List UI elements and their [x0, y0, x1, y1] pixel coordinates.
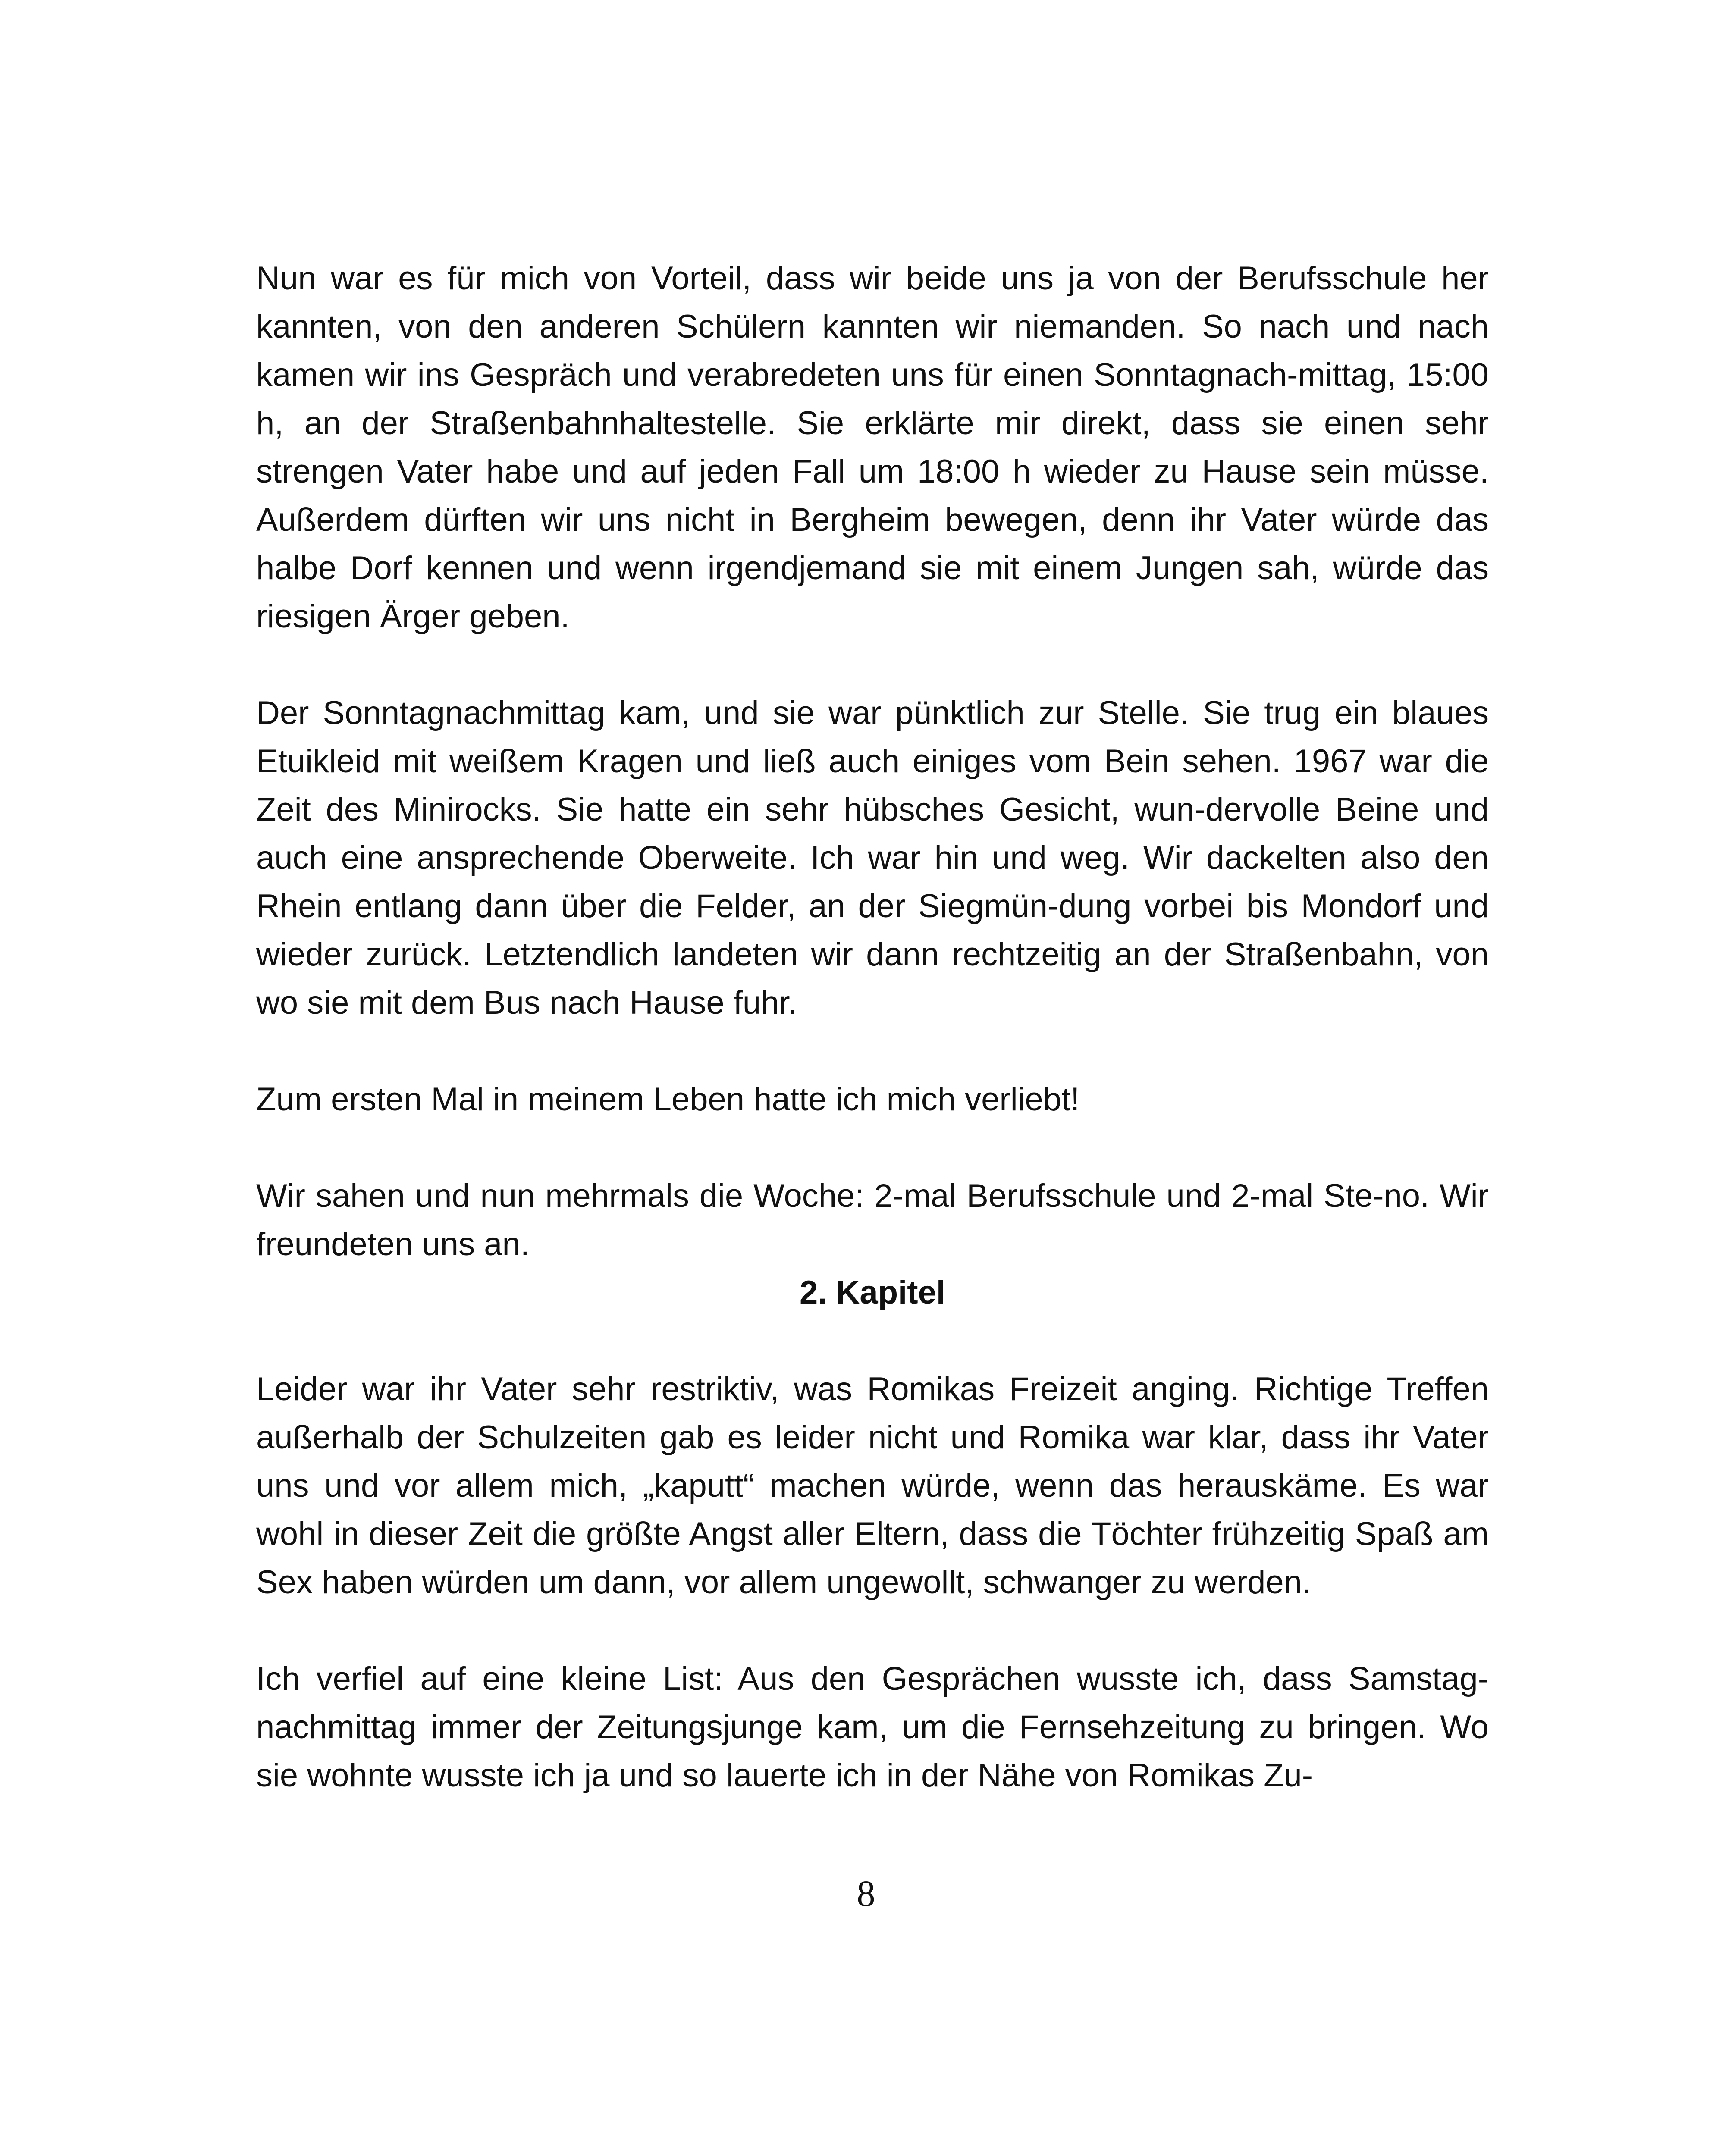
paragraph: Nun war es für mich von Vorteil, dass wir beide uns ja von der Berufsschule her kannten, von den anderen Schülern kannten wir niemanden. So nach und nach kamen wir ins Gespräch und verabredeten uns für einen Sonntagnach-mittag, 15:00 h, an der Straßenbahnhaltestelle. Sie erklärte mir direkt, dass sie einen sehr strengen Vater habe und auf jeden Fall um 18:00 h wieder zu Hause sein müsse. Außerdem dürften wir uns nicht in Bergheim bewegen, denn ihr Vater würde das halbe Dorf kennen und wenn irgendjemand sie mit einem Jungen sah, würde das riesigen Ärger geben.: [256, 260, 1489, 635]
paragraph: Zum ersten Mal in meinem Leben hatte ich mich verliebt!: [256, 1081, 1080, 1118]
paragraph: Der Sonntagnachmittag kam, und sie war pünktlich zur Stelle. Sie trug ein blaues Etuikleid mit weißem Kragen und ließ auch einiges vom Bein sehen. 1967 war die Zeit des Minirocks. Sie hatte ein sehr hübsches Gesicht, wun-dervolle Beine und auch eine ansprechende Oberweite. Ich war hin und weg. Wir dackelten also den Rhein entlang dann über die Felder, an der Siegmün-dung vorbei bis Mondorf und wieder zurück. Letztendlich landeten wir dann rechtzeitig an der Straßenbahn, von wo sie mit dem Bus nach Hause fuhr.: [256, 695, 1489, 1021]
page-number: 8: [857, 1873, 875, 1914]
paragraph: Ich verfiel auf eine kleine List: Aus den Gesprächen wusste ich, dass Samstag-nachmittag immer der Zeitungsjunge kam, um die Fernsehzeitung zu bringen. Wo sie wohnte wusste ich ja und so lauerte ich in der Nähe von Romikas Zu-: [256, 1661, 1489, 1794]
chapter-heading: 2. Kapitel: [800, 1274, 945, 1311]
paragraph: Leider war ihr Vater sehr restriktiv, was Romikas Freizeit anging. Richtige Treffen außerhalb der Schulzeiten gab es leider nicht und Romika war klar, dass ihr Vater uns und vor allem mich, „kaputt“ machen würde, wenn das herauskäme. Es war wohl in dieser Zeit die größte Angst aller Eltern, dass die Töchter frühzeitig Spaß am Sex haben würden um dann, vor allem ungewollt, schwanger zu werden.: [256, 1371, 1489, 1601]
body-text: [256, 254, 1489, 1800]
paragraph: Wir sahen und nun mehrmals die Woche: 2-mal Berufsschule und 2-mal Ste-no. Wir freundeten uns an.: [256, 1178, 1489, 1263]
